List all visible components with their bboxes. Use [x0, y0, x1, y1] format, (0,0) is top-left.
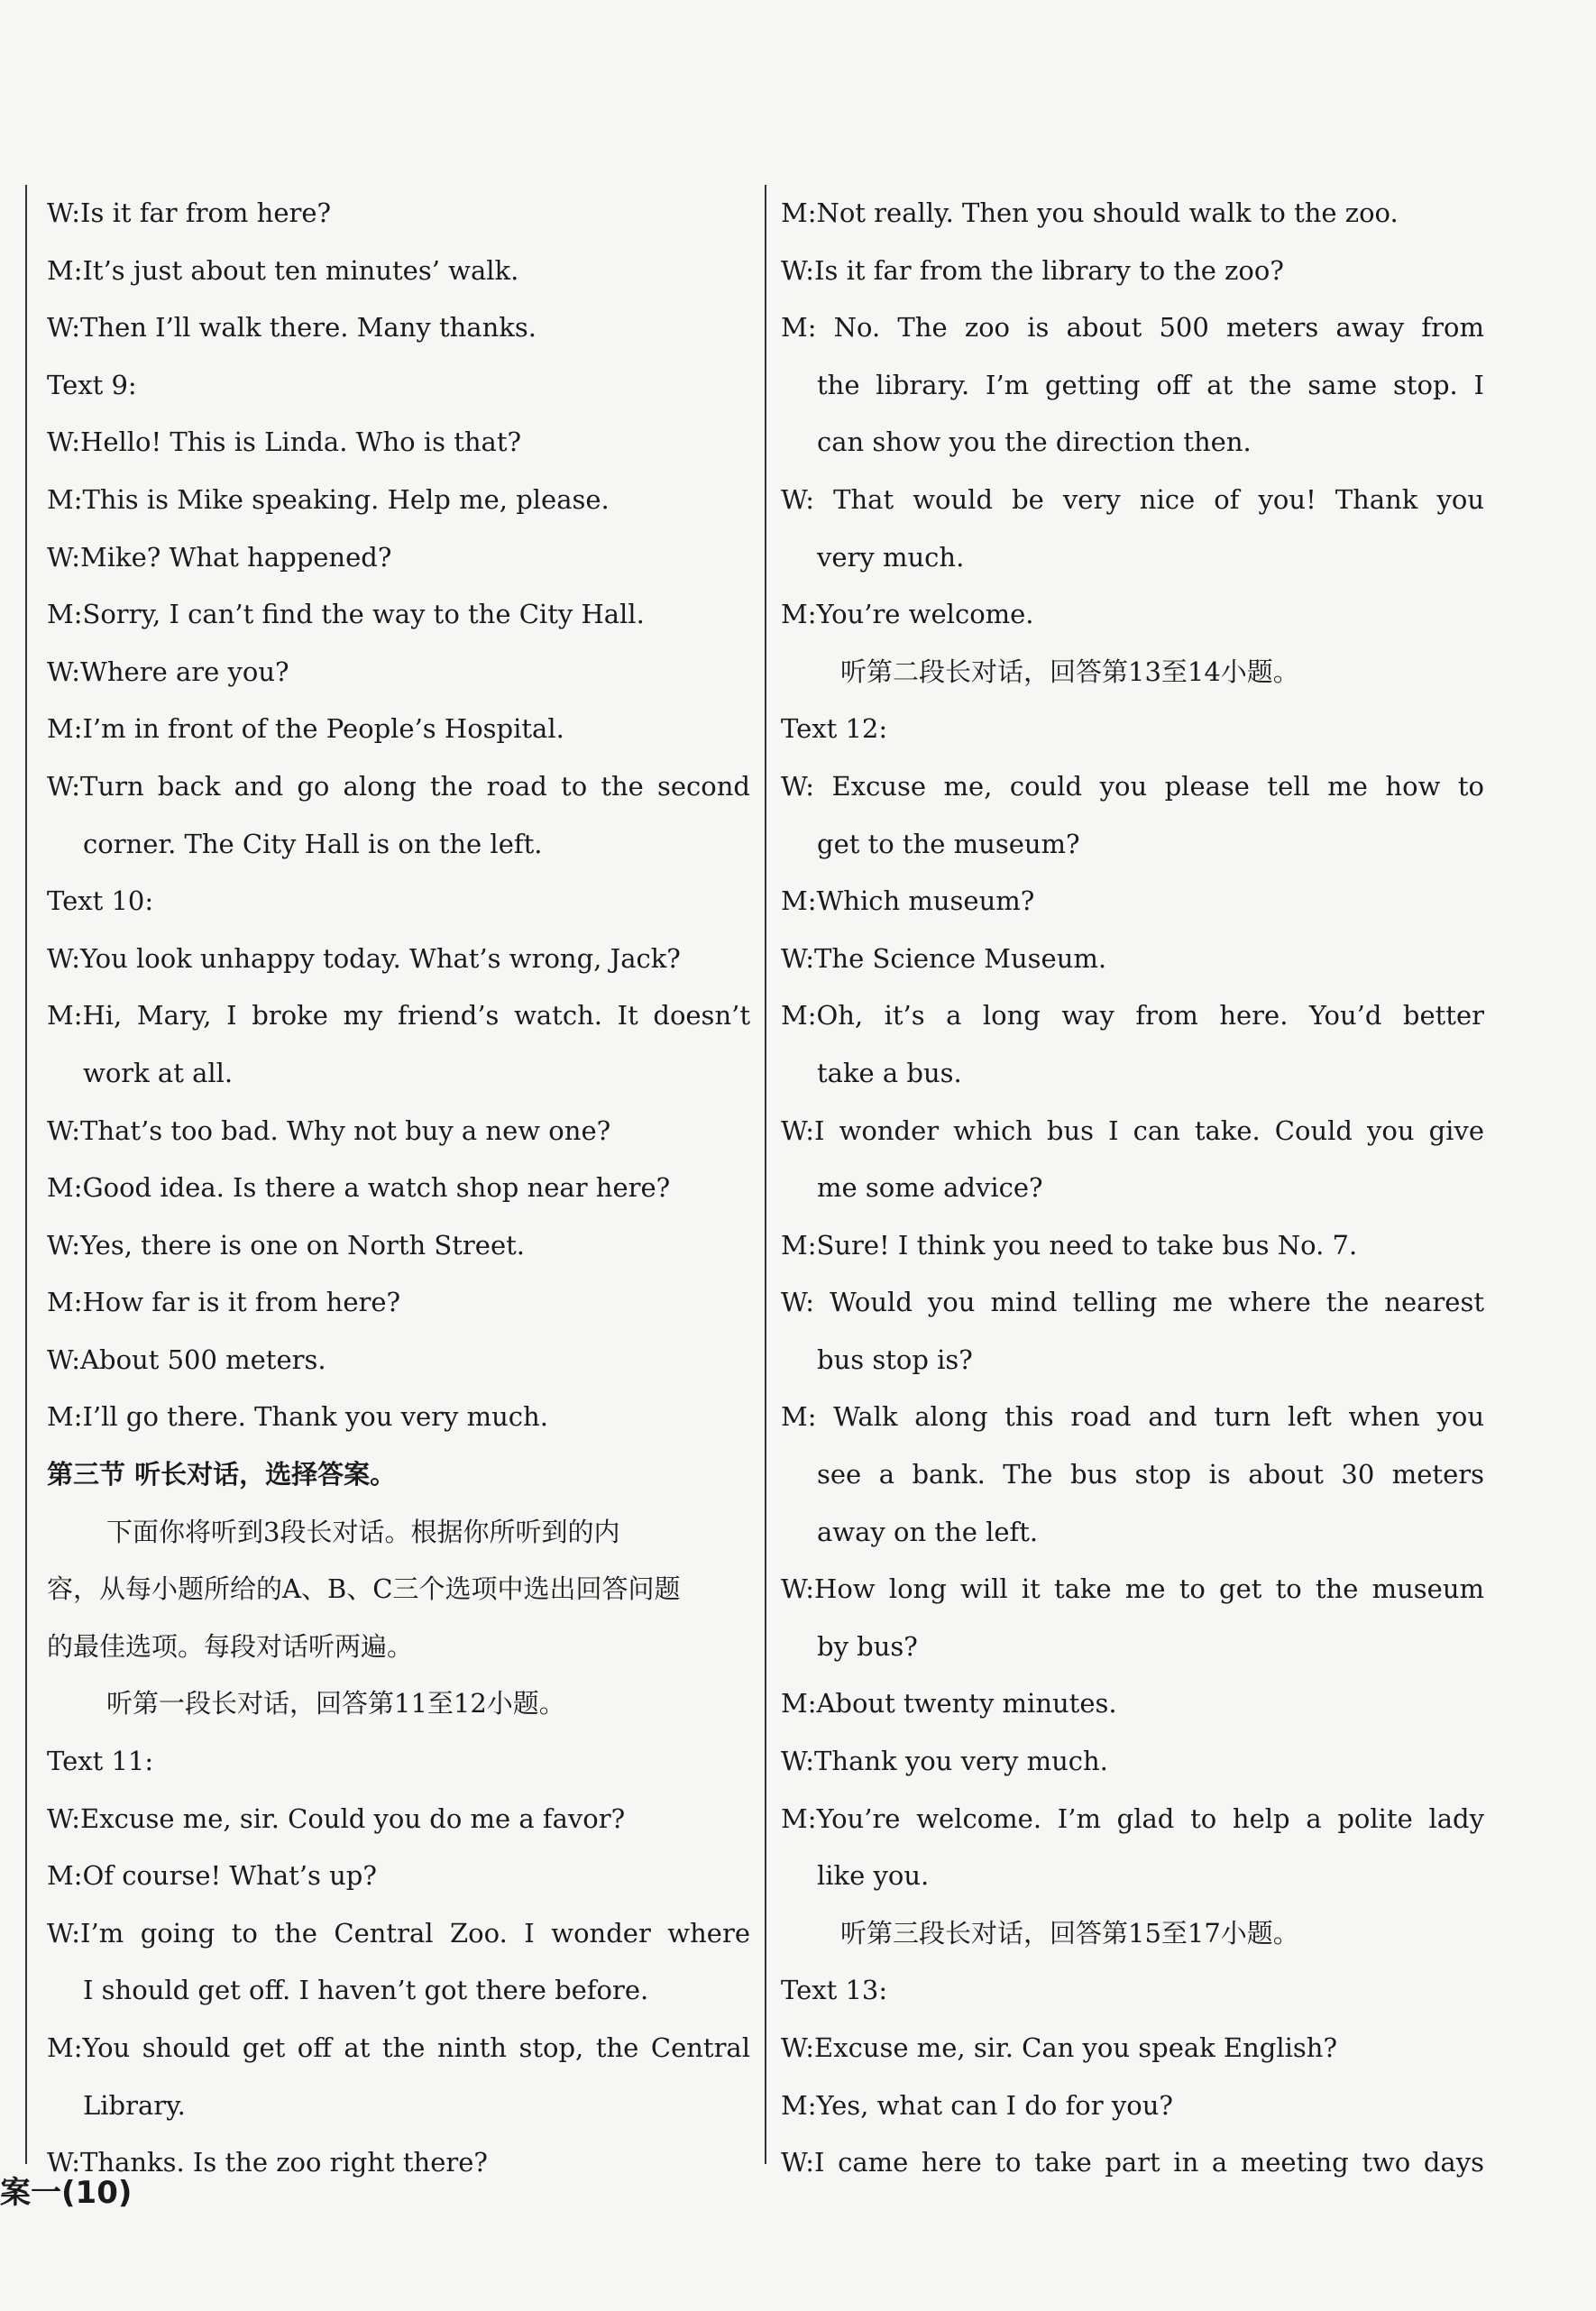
- page-footer-label: 案一(10): [0, 2175, 133, 2211]
- text-line: W:Excuse me, sir. Could you do me a favor?: [47, 1802, 626, 1834]
- text-line: W:How long will it take me to get to the museum: [781, 1573, 1484, 1605]
- text-line: W:You look unhappy today. What’s wrong, Jack?: [47, 942, 681, 974]
- text-line: W:Excuse me, sir. Can you speak English?: [781, 2032, 1338, 2063]
- text-line: 听第一段长对话，回答第11至12小题。: [106, 1688, 565, 1719]
- text-line: 第三节 听长对话，选择答案。: [47, 1459, 397, 1490]
- text-line: W:Hello! This is Linda. Who is that?: [47, 426, 522, 458]
- text-line: by bus?: [817, 1630, 918, 1662]
- text-line: M:About twenty minutes.: [781, 1688, 1117, 1719]
- text-line: M:How far is it from here?: [47, 1287, 401, 1318]
- text-line: M:This is Mike speaking. Help me, please.: [47, 483, 610, 515]
- text-line: 听第三段长对话，回答第15至17小题。: [840, 1917, 1299, 1949]
- text-line: M:You’re welcome. I’m glad to help a polite lady: [781, 1802, 1484, 1834]
- text-line: W:Yes, there is one on North Street.: [47, 1229, 525, 1261]
- text-line: W:Thanks. Is the zoo right there?: [47, 2147, 488, 2178]
- text-line: M:Oh, it’s a long way from here. You’d better: [781, 1000, 1484, 1032]
- text-line: see a bank. The bus stop is about 30 meters: [817, 1459, 1484, 1490]
- text-line: W:That’s too bad. Why not buy a new one?: [47, 1114, 611, 1146]
- text-line: M:Which museum?: [781, 885, 1035, 917]
- text-line: bus stop is?: [817, 1343, 973, 1375]
- text-line: the library. I’m getting off at the same stop. I: [817, 369, 1484, 400]
- text-line: W:I’m going to the Central Zoo. I wonder where: [47, 1917, 750, 1949]
- text-line: Text 10:: [47, 885, 154, 917]
- text-line: W: That would be very nice of you! Thank you: [781, 483, 1484, 515]
- text-line: M:You’re welcome.: [781, 599, 1034, 630]
- text-line: M:Sorry, I can’t find the way to the City Hall.: [47, 599, 645, 630]
- text-line: me some advice?: [817, 1172, 1043, 1204]
- text-line: M:I’m in front of the People’s Hospital.: [47, 713, 564, 745]
- text-line: very much.: [817, 541, 965, 573]
- text-line: Text 9:: [47, 369, 137, 400]
- text-line: Text 11:: [47, 1746, 154, 1777]
- text-line: away on the left.: [817, 1516, 1039, 1547]
- text-line: M: No. The zoo is about 500 meters away from: [781, 312, 1484, 344]
- text-line: M:Yes, what can I do for you?: [781, 2089, 1173, 2121]
- text-line: M:Good idea. Is there a watch shop near here?: [47, 1172, 671, 1204]
- text-line: M:Not really. Then you should walk to the zoo.: [781, 197, 1399, 228]
- text-line: Text 13:: [781, 1975, 888, 2006]
- text-line: M:You should get off at the ninth stop, the Central: [47, 2032, 750, 2063]
- column-divider: [765, 185, 766, 2164]
- text-line: M:I’ll go there. Thank you very much.: [47, 1401, 548, 1433]
- text-line: W:Where are you?: [47, 656, 289, 687]
- text-line: W:Is it far from here?: [47, 197, 332, 228]
- left-column: [47, 185, 750, 2192]
- text-line: W:Turn back and go along the road to the second: [47, 770, 750, 802]
- text-line: W:Mike? What happened?: [47, 541, 392, 573]
- text-line: 下面你将听到3段长对话。根据你所听到的内: [106, 1516, 620, 1547]
- text-line: W:Then I’ll walk there. Many thanks.: [47, 312, 537, 344]
- text-line: work at all.: [83, 1057, 234, 1088]
- text-line: M: Walk along this road and turn left when you: [781, 1401, 1484, 1433]
- text-line: M:It’s just about ten minutes’ walk.: [47, 254, 519, 286]
- text-line: can show you the direction then.: [817, 426, 1252, 458]
- text-line: W:Thank you very much.: [781, 1746, 1108, 1777]
- right-column: [781, 185, 1484, 2192]
- text-line: Library.: [83, 2089, 186, 2121]
- left-margin-rule: [25, 185, 27, 2164]
- text-line: W: Would you mind telling me where the nearest: [781, 1287, 1484, 1318]
- text-line: 容，从每小题所给的A、B、C三个选项中选出回答问题: [47, 1573, 681, 1605]
- text-line: W:Is it far from the library to the zoo?: [781, 254, 1284, 286]
- text-line: 的最佳选项。每段对话听两遍。: [47, 1630, 414, 1662]
- text-line: M:Sure! I think you need to take bus No. 7.: [781, 1229, 1358, 1261]
- text-line: take a bus.: [817, 1057, 962, 1088]
- text-line: M:Of course! What’s up?: [47, 1860, 377, 1892]
- text-line: W: Excuse me, could you please tell me how to: [781, 770, 1484, 802]
- text-line: W:I came here to take part in a meeting two days: [781, 2147, 1484, 2178]
- text-line: like you.: [817, 1860, 930, 1892]
- text-line: get to the museum?: [817, 828, 1080, 859]
- text-line: I should get off. I haven’t got there before.: [83, 1975, 649, 2006]
- text-line: 听第二段长对话，回答第13至14小题。: [840, 656, 1299, 687]
- text-line: Text 12:: [781, 713, 888, 745]
- text-line: W:The Science Museum.: [781, 942, 1107, 974]
- text-line: corner. The City Hall is on the left.: [83, 828, 543, 859]
- text-line: M:Hi, Mary, I broke my friend’s watch. It doesn’t: [47, 1000, 750, 1032]
- text-line: W:I wonder which bus I can take. Could you give: [781, 1114, 1484, 1146]
- text-line: W:About 500 meters.: [47, 1343, 326, 1375]
